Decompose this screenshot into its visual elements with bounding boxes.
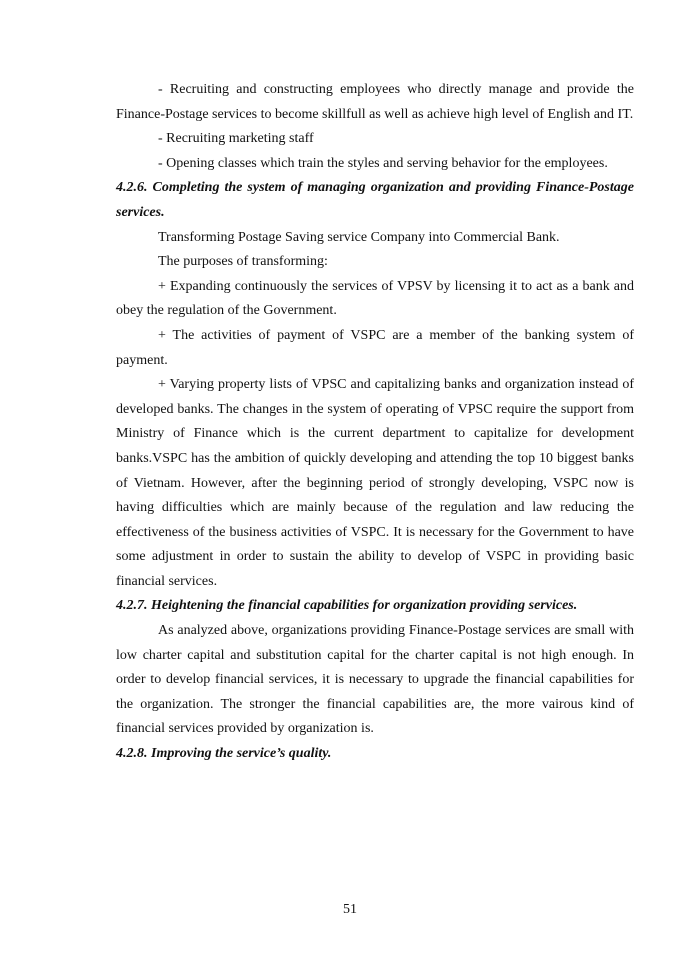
paragraph-recruiting-employees: - Recruiting and constructing employees who directly manage and provide the Finance-Postage services to become skillfull as well as achieve high level of English and IT. [116, 82, 634, 122]
page-number: 51 [343, 902, 357, 917]
document-page [116, 78, 634, 767]
paragraph-varying: + Varying property lists of VPSC and capitalizing banks and organization instead of developed banks. The changes in the system of operating of VPSC require the support from Ministry of Finance which is the current department to capitalize for development banks.VSPC has the ambition of quickly developing and attending the top 10 biggest banks of Vietnam. However, after the beginning period of strongly developing, VSPC now is having difficulties which are mainly because of the regulation and law reducing the effectiveness of the business activities of VSPC. It is necessary for the Government to have some adjustment in order to sustain the ability to develop of VSPC in providing basic financial services. [116, 377, 634, 589]
paragraph-purposes: The purposes of transforming: [158, 254, 328, 270]
paragraph-recruiting-marketing: - Recruiting marketing staff [158, 131, 314, 147]
paragraph-payment: + The activities of payment of VSPC are a member of the banking system of payment. [116, 327, 634, 368]
paragraph-transforming: Transforming Postage Saving service Company into Commercial Bank. [158, 229, 560, 245]
paragraph-opening-classes: - Opening classes which train the styles and serving behavior for the employees. [158, 155, 608, 171]
section-heading-4-2-7: 4.2.7. Heightening the financial capabilities for organization providing services. [116, 598, 578, 614]
paragraph-analyzed: As analyzed above, organizations providing Finance-Postage services are small with low charter capital and substitution capital for the charter capital is not high enough. In order to develop financial services, it is necessary to upgrade the financial capabilities for the organization. The stronger the financial capabilities are, the more vairous kind of financial services provided by organization is. [116, 623, 634, 737]
section-heading-4-2-6: 4.2.6. Completing the system of managing organization and providing Finance-Postage services. [116, 180, 634, 220]
section-heading-4-2-8: 4.2.8. Improving the service’s quality. [116, 746, 332, 762]
paragraph-expanding: + Expanding continuously the services of VPSV by licensing it to act as a bank and obey the regulation of the Government. [116, 278, 634, 319]
